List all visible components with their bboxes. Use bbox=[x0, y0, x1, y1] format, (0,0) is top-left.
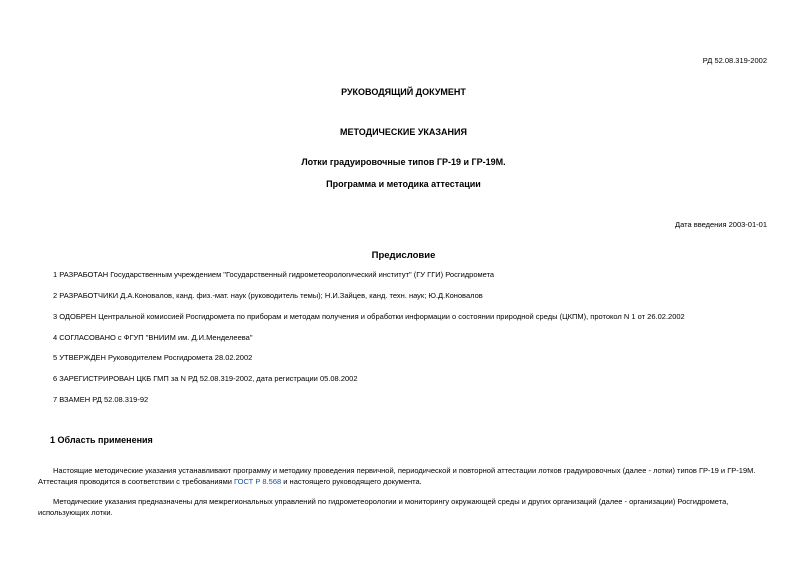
preface-item: 7 ВЗАМЕН РД 52.08.319-92 bbox=[53, 395, 149, 404]
preface-heading: Предисловие bbox=[371, 250, 436, 261]
document-subject: Лотки градуировочные типов ГР-19 и ГР-19М. bbox=[301, 157, 506, 167]
preface-item: 6 ЗАРЕГИСТРИРОВАН ЦКБ ГМП за N РД 52.08.319-2002, дата регистрации 05.08.2002 bbox=[53, 374, 358, 383]
preface-item: 2 РАЗРАБОТЧИКИ Д.А.Коновалов, канд. физ.-мат. наук (руководитель темы); Н.И.Зайцев, канд. техн. наук; Ю.Д.Коновалов bbox=[53, 291, 483, 300]
preface-item: 1 РАЗРАБОТАН Государственным учреждением "Государственный гидрометеорологический институт" (ГУ ГГИ) Росгидромета bbox=[53, 270, 495, 279]
document-code: РД 52.08.319-2002 bbox=[702, 56, 767, 65]
document-title: РУКОВОДЯЩИЙ ДОКУМЕНТ bbox=[341, 87, 466, 97]
preface-item: 5 УТВЕРЖДЕН Руководителем Росгидромета 28.02.2002 bbox=[53, 353, 253, 362]
gost-link[interactable]: ГОСТ Р 8.568 bbox=[234, 477, 282, 486]
preface-item: 3 ОДОБРЕН Центральной комиссией Росгидромета по приборам и методам получения и обработки информации о состоянии природной среды (ЦКПМ), протокол N 1 от 26.02.2002 bbox=[53, 312, 685, 321]
scope-text-end: и настоящего руководящего документа. bbox=[281, 477, 422, 486]
section-heading: 1 Область применения bbox=[50, 435, 153, 445]
scope-paragraph bbox=[38, 465, 770, 487]
scope-text-start: Настоящие методические указания устанавливают программу и методику проведения первичной, периодической и повторной аттестации лотков градуировочных (далее - лотки) типов ГР-19 и ГР-19М. Аттестация проводится в соответствии с требованиями bbox=[38, 466, 756, 486]
purpose-paragraph: Методические указания предназначены для межрегиональных управлений по гидрометеорологии и мониторингу окружающей среды и других организаций (далее - организации) Росгидромета, использующих лотки. bbox=[38, 497, 729, 517]
introduction-date: Дата введения 2003-01-01 bbox=[675, 220, 767, 229]
preface-item: 4 СОГЛАСОВАНО с ФГУП "ВНИИМ им. Д.И.Менделеева" bbox=[53, 333, 253, 342]
document-program: Программа и методика аттестации bbox=[326, 179, 481, 189]
document-type: МЕТОДИЧЕСКИЕ УКАЗАНИЯ bbox=[340, 127, 467, 137]
